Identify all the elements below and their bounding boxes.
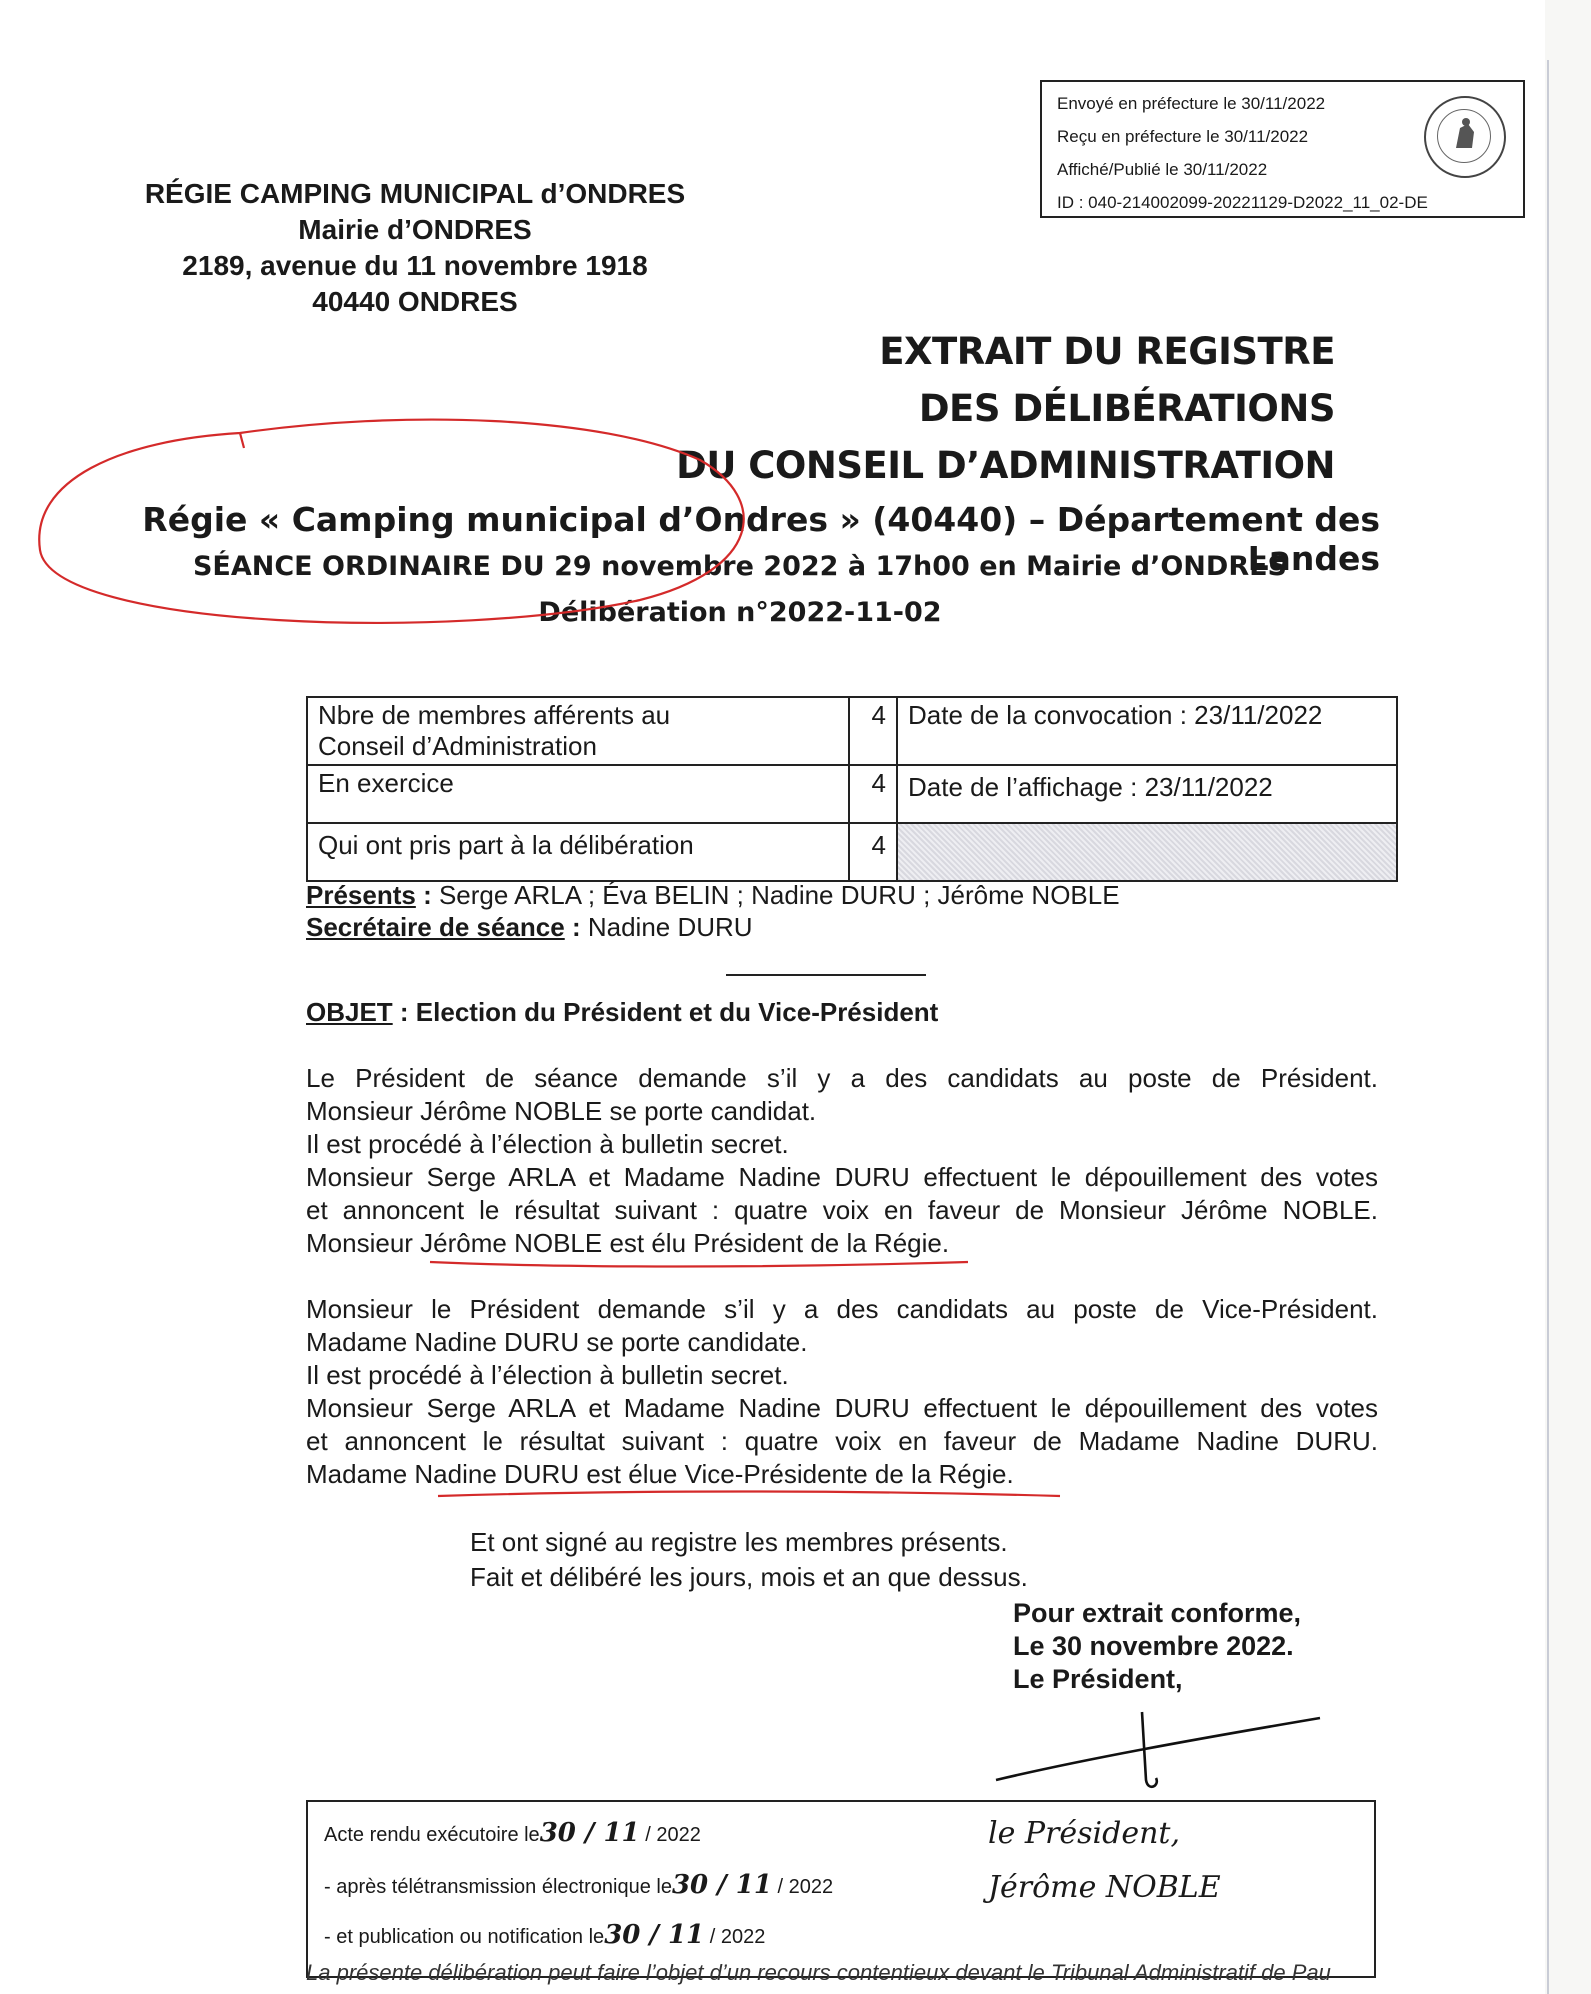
executoire-year-3: / 2022 [704,1926,766,1948]
paragraph-line: et annoncent le résultat suivant : quatre voix en faveur de Madame Nadine DURU. [306,1426,1378,1456]
paragraph-line: Il est procédé à l’élection à bulletin secret. [306,1360,789,1390]
table-cell [307,697,849,765]
objet-text: Election du Président et du Vice-Président [415,997,939,1027]
header-line-2: Mairie d’ONDRES [298,214,532,245]
affichage-date: Date de l’affichage : 23/11/2022 [897,765,1397,823]
paragraph-president [306,1062,1378,1260]
members-count: 4 [849,697,897,765]
signature-line-2: Le 30 novembre 2022. [1013,1631,1294,1661]
executoire-label-2: - après télétransmission électronique le [324,1876,672,1898]
paragraph-line: Monsieur Jérôme NOBLE est élu Président de la Régie. [306,1228,950,1258]
members-label-b: Conseil d’Administration [318,731,597,761]
convocation-date: Date de la convocation : 23/11/2022 [897,697,1397,765]
executoire-box [306,1800,1376,1978]
table-row [307,765,1397,823]
header-address: 2189, avenue du 11 novembre 1918 [182,250,648,281]
closing-line-1: Et ont signé au registre les membres présents. [470,1527,1008,1557]
signature-scribble [990,1700,1340,1800]
header-line-1: RÉGIE CAMPING MUNICIPAL d’ONDRES [144,178,686,209]
handwritten-le-president: le Président, [988,1816,1181,1851]
paragraph-line: Monsieur Jérôme NOBLE se porte candidat. [306,1096,817,1126]
executoire-label-3: - et publication ou notification le [324,1926,605,1948]
header-city: 40440 ONDRES [312,286,518,317]
paragraph-vice-president [306,1293,1378,1491]
seance-line: SÉANCE ORDINAIRE DU 29 novembre 2022 à 17h00 en Mairie d’ONDRES [192,551,1287,582]
regie-line: Régie « Camping municipal d’Ondres » (40440) – Département des Landes [142,500,1380,578]
paragraph-line: Monsieur Serge ARLA et Madame Nadine DURU effectuent le dépouillement des votes [306,1162,1378,1192]
objet-line [306,997,938,1028]
participants-count: 4 [849,823,897,881]
title-line-1: EXTRAIT DU REGISTRE [879,330,1335,373]
table-row [307,823,1397,881]
red-ellipse-annotation [0,400,820,660]
title-line-3: DU CONSEIL D’ADMINISTRATION [676,444,1335,487]
secretaire-sep: : [564,912,588,942]
red-underline-annotation [420,1254,980,1274]
paragraph-line: Monsieur Serge ARLA et Madame Nadine DURU effectuent le dépouillement des votes [306,1393,1378,1423]
presents-label: Présents [306,880,416,910]
deliberation-number: Délibération n°2022-11-02 [538,597,942,628]
paragraph-line: Madame Nadine DURU est élue Vice-Présidente de la Régie. [306,1459,1014,1489]
table-row [307,697,1397,765]
page-edge [1547,60,1549,1994]
stamp-id: ID : 040-214002099-20221129-D2022_11_02-DE [1057,193,1428,212]
red-underline-annotation [430,1486,1070,1506]
executoire-year-2: / 2022 [771,1876,834,1898]
en-exercice-count: 4 [849,765,897,823]
objet-sep: : [392,997,416,1027]
executoire-row-3 [324,1920,765,1950]
secretaire-line [306,912,753,943]
paragraph-line: Madame Nadine DURU se porte candidate. [306,1327,808,1357]
paragraph-line: Le Président de séance demande s’il y a des candidats au poste de Président. [306,1063,1378,1093]
members-label-a: Nbre de membres afférents au [318,700,671,730]
paragraph-line: et annoncent le résultat suivant : quatre voix en faveur de Monsieur Jérôme NOBLE. [306,1195,1378,1225]
presents-sep: : [415,880,439,910]
en-exercice-label: En exercice [307,765,849,823]
objet-label: OBJET [306,997,393,1027]
footer-recours: La présente délibération peut faire l’objet d’un recours contentieux devant le Tribunal Administratif de Pau [306,1960,1331,1985]
signature-line-1: Pour extrait conforme, [1013,1598,1302,1628]
executoire-row-2 [324,1870,833,1900]
executoire-label-1: Acte rendu exécutoire le [324,1824,540,1846]
executoire-date-1: 30 / 11 [539,1818,640,1848]
paragraph-line: Monsieur le Président demande s’il y a des candidats au poste de Vice-Président. [306,1294,1378,1324]
presents-value: Serge ARLA ; Éva BELIN ; Nadine DURU ; Jérôme NOBLE [438,880,1120,910]
closing-line-2: Fait et délibéré les jours, mois et an que dessus. [470,1562,1028,1592]
handwritten-name: Jérôme NOBLE [988,1870,1221,1905]
participants-label: Qui ont pris part à la délibération [307,823,849,881]
presents-line [306,880,1120,911]
executoire-row-1 [324,1818,701,1848]
secretaire-value: Nadine DURU [587,912,753,942]
executoire-year-1: / 2022 [639,1824,701,1846]
signature-block [1013,1597,1301,1696]
executoire-date-3: 30 / 11 [604,1920,705,1950]
prefecture-seal-icon [1424,96,1506,178]
stamp-envoye: Envoyé en préfecture le 30/11/2022 [1057,94,1326,113]
secretaire-label: Secrétaire de séance [306,912,565,942]
paragraph-line: Il est procédé à l’élection à bulletin secret. [306,1129,789,1159]
shaded-cell [897,823,1397,881]
separator-rule [726,974,926,976]
recap-table [306,696,1398,882]
stamp-recu: Reçu en préfecture le 30/11/2022 [1057,127,1309,146]
stamp-affiche: Affiché/Publié le 30/11/2022 [1057,160,1268,179]
signature-line-3: Le Président, [1013,1664,1183,1694]
executoire-date-2: 30 / 11 [671,1870,772,1900]
title-line-2: DES DÉLIBÉRATIONS [918,387,1335,430]
prefecture-stamp [1040,80,1525,218]
